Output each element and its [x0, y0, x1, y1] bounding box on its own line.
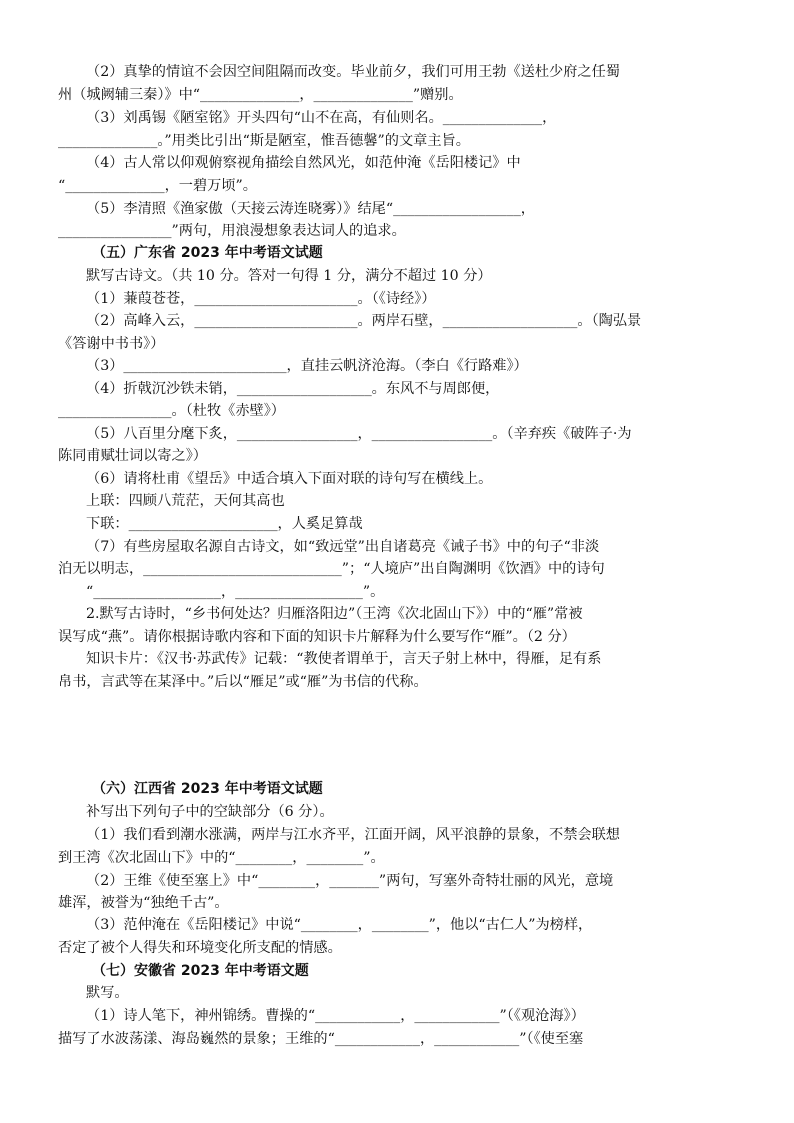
- text-line: （4）古人常以仰观俯察视角描绘自然风光，如范仲淹《岳阳楼记》中: [86, 155, 521, 171]
- text-line: （7）有些房屋取名源自古诗文，如“致远堂”出自诸葛亮《诫子书》中的句子“非淡: [86, 539, 600, 555]
- text-line: 误写成“燕”。请你根据诗歌内容和下面的知识卡片解释为什么要写作“雁”。（2 分）: [58, 629, 576, 645]
- section-heading: （七）安徽省 2023 年中考语文题: [92, 963, 309, 979]
- text-line: 陈同甫赋壮词以寄之》）: [58, 448, 207, 464]
- section-heading: （六）江西省 2023 年中考语文试题: [92, 781, 323, 797]
- text-line: （1）诗人笔下，神州锦绣。曹操的“____________，____________”（《观沧海》）: [86, 1008, 585, 1024]
- text-line: （3）范仲淹在《岳阳楼记》中说“________，________”，他以“古仁人”为榜样，: [86, 917, 593, 933]
- text-line: （5）八百里分麾下炙，_________________，_________________。（辛弃疾《破阵子·为: [86, 426, 632, 442]
- text-line: 下联：_____________________，人奚足算哉: [86, 516, 363, 532]
- text-line: ________________。（杜牧《赤壁》）: [58, 403, 285, 419]
- text-line: 描写了水波荡漾、海岛巍然的景象；王维的“____________，____________”（《使至塞: [58, 1031, 584, 1047]
- text-line: 雄浑，被誉为“独绝千古”。: [58, 895, 229, 911]
- text-line: 上联：四顾八荒茫，天何其高也: [86, 493, 285, 509]
- text-line: （5）李清照《渔家傲（天接云涛连晓雾）》结尾“__________________，: [86, 201, 535, 217]
- text-line: 默写。: [86, 985, 129, 1001]
- text-line: “__________________，__________________”。: [86, 584, 385, 600]
- text-line: 到王湾《次北固山下》中的“________，________”。: [58, 850, 385, 866]
- text-line: （2）王维《使至塞上》中“________，_______”两句，写塞外奇特壮丽的风光，意境: [86, 873, 614, 889]
- text-line: （2）高峰入云，_______________________。两岸石壁，___________________。（陶弘景: [86, 313, 642, 329]
- text-line: “______________，一碧万顷”。: [58, 178, 257, 194]
- text-line: （4）折戟沉沙铁未销，___________________。东风不与周郎便，: [86, 381, 500, 397]
- text-line: 泊无以明志，____________________________”；“人境庐”出自陶渊明《饮酒》中的诗句: [58, 561, 605, 577]
- text-line: （1）我们看到潮水涨满，两岸与江水齐平，江面开阔，风平浪静的景象，不禁会联想: [86, 827, 620, 843]
- text-line: 州（城阙辅三秦）》中“______________，______________”赠别。: [58, 87, 463, 103]
- text-line: （6）请将杜甫《望岳》中适合填入下面对联的诗句写在横线上。: [86, 471, 493, 487]
- text-line: ______________。”用类比引出“斯是陋室，惟吾德馨”的文章主旨。: [58, 133, 470, 149]
- text-line: 否定了被个人得失和环境变化所支配的情感。: [58, 940, 342, 956]
- text-line: 帛书，言武等在某泽中。”后以“雁足”或“雁”为书信的代称。: [58, 674, 428, 690]
- text-line: 2.默写古诗时，“乡书何处达？归雁洛阳边”（王湾《次北固山下》）中的“雁”常被: [86, 606, 583, 622]
- text-line: 默写古诗文。（共 10 分。答对一句得 1 分，满分不超过 10 分）: [86, 268, 492, 284]
- text-line: （3）刘禹锡《陋室铭》开头四句“山不在高，有仙则名。______________，: [86, 110, 557, 126]
- text-line: （2）真挚的情谊不会因空间阻隔而改变。毕业前夕，我们可用王勃《送杜少府之任蜀: [86, 64, 620, 80]
- section-heading: （五）广东省 2023 年中考语文试题: [92, 245, 323, 261]
- text-line: 《答谢中书书》）: [58, 336, 165, 352]
- text-line: ________________”两句，用浪漫想象表达词人的追求。: [58, 223, 406, 239]
- text-line: 补写出下列句子中的空缺部分（6 分）。: [86, 804, 334, 820]
- text-line: （1）蒹葭苍苍，_______________________。（《诗经》）: [86, 291, 436, 307]
- text-line: 知识卡片：《汉书·苏武传》记载：“教使者谓单于，言天子射上林中，得雁，足有系: [86, 651, 602, 667]
- text-line: （3）_______________________，直挂云帆济沧海。（李白《行路难》）: [86, 358, 528, 374]
